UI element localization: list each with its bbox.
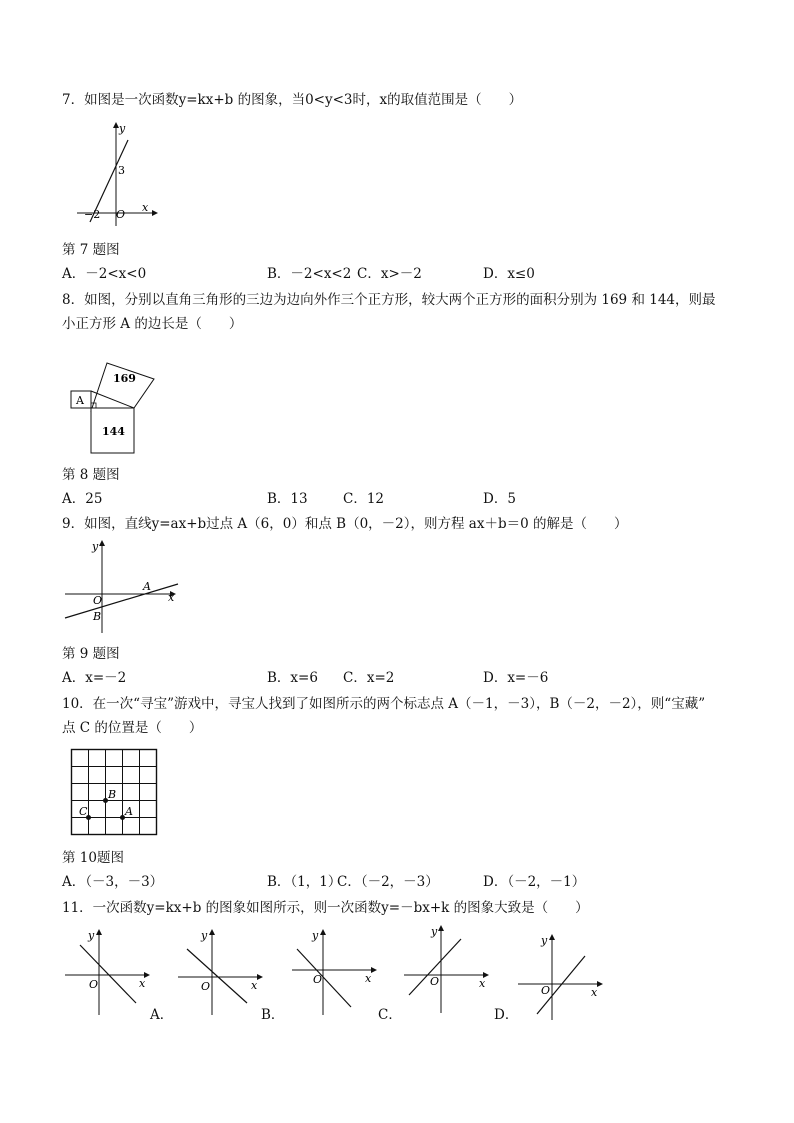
q11-choice-a-graph[interactable] [175,925,270,1020]
q10-option-b: B．（1，1） [267,874,342,890]
q7-y-intercept-label: 3 [118,164,125,177]
q7-x-label: x [142,201,149,214]
q11-given-x-label: x [139,977,146,990]
q10-point-b-label: B [108,788,117,801]
q11-given-origin-label: O [89,978,99,991]
q11-choice-a-label[interactable]: A． [150,1007,174,1023]
q8-stem-line1: 8．如图，分别以直角三角形的三边为边向外作三个正方形，较大两个正方形的面积分别为 169 和 144，则最 [62,292,716,308]
q11-choice-c-graph[interactable] [401,923,496,1018]
q8-stem-line2: 小正方形 A 的边长是（ ） [62,316,243,332]
q11-choice-c-label[interactable]: C． [378,1007,402,1023]
q11-choice-b-label[interactable]: B． [261,1007,285,1023]
q10-point-c-label: C [79,805,88,818]
q9-origin-label: O [93,594,103,607]
q10-caption: 第 10题图 [62,850,124,866]
q8-option-b: B．13 [267,491,308,507]
q10-point-a-label: A [125,805,133,818]
q11-a-x-label: x [251,979,258,992]
q8-option-a: A．25 [62,491,103,507]
q8-square-169-label: 169 [113,372,136,385]
q11-c-x-label: x [479,977,486,990]
q9-option-b: B．x=6 [267,670,318,686]
q10-grid-figure [71,749,161,839]
q11-choice-d-label[interactable]: D． [494,1007,519,1023]
q8-option-d: D．5 [483,491,516,507]
q7-graph [72,118,162,228]
q8-caption: 第 8 题图 [62,467,120,483]
q9-option-c: C．x=2 [343,670,395,686]
q9-graph [62,538,192,638]
q10-option-d: D．（－2，－1） [483,874,586,890]
q11-d-x-label: x [591,986,598,999]
q11-d-origin-label: O [541,984,551,997]
q7-option-b: B．－2<x<2 [267,266,352,282]
q9-point-a-label: A [143,580,151,593]
q11-b-origin-label: O [313,973,323,986]
q11-d-y-label: y [541,934,548,947]
q11-given-graph [62,925,157,1020]
q7-x-intercept-label: −2 [84,208,101,221]
q7-origin-label: O [116,208,126,221]
q7-option-c: C．x>－2 [357,266,422,282]
q7-option-a: A．－2<x<0 [62,266,147,282]
q11-c-origin-label: O [430,975,440,988]
q9-y-label: y [92,540,99,553]
q11-b-y-label: y [312,929,319,942]
q10-option-a: A．（－3，－3） [62,874,164,890]
q9-point-b-label: B [93,610,102,623]
q7-stem: 7．如图是一次函数y=kx+b 的图象，当0<y<3时，x的取值范围是（ ） [62,92,523,108]
q11-given-y-label: y [88,929,95,942]
q11-stem: 11．一次函数y=kx+b 的图象如图所示，则一次函数y=－bx+k 的图象大致是（ ） [62,900,589,916]
q8-square-a-label: A [76,394,84,407]
q8-squares-figure [66,343,176,463]
q9-option-a: A．x=－2 [62,670,127,686]
q8-square-144-label: 144 [102,425,125,438]
q9-stem: 9．如图，直线y=ax+b过点 A（6，0）和点 B（0，－2），则方程 ax＋b＝0 的解是（ ） [62,516,628,532]
q10-option-c: C．（－2，－3） [337,874,439,890]
q10-stem-line1: 10．在一次“寻宝”游戏中，寻宝人找到了如图所示的两个标志点 A（－1，－3），B（－2，－2），则“宝藏” [62,696,706,712]
q9-option-d: D．x=－6 [483,670,549,686]
q11-c-y-label: y [431,925,438,938]
q11-choice-d-graph[interactable] [515,928,610,1023]
q11-b-x-label: x [365,972,372,985]
q11-a-origin-label: O [201,980,211,993]
q11-choice-b-graph[interactable] [289,925,384,1020]
q10-stem-line2: 点 C 的位置是（ ） [62,720,203,736]
q9-caption: 第 9 题图 [62,646,120,662]
q11-a-y-label: y [201,929,208,942]
q7-option-d: D．x≤0 [483,266,535,282]
q7-y-label: y [119,122,126,135]
q8-option-c: C．12 [343,491,385,507]
q7-caption: 第 7 题图 [62,242,120,258]
q9-x-label: x [168,591,175,604]
